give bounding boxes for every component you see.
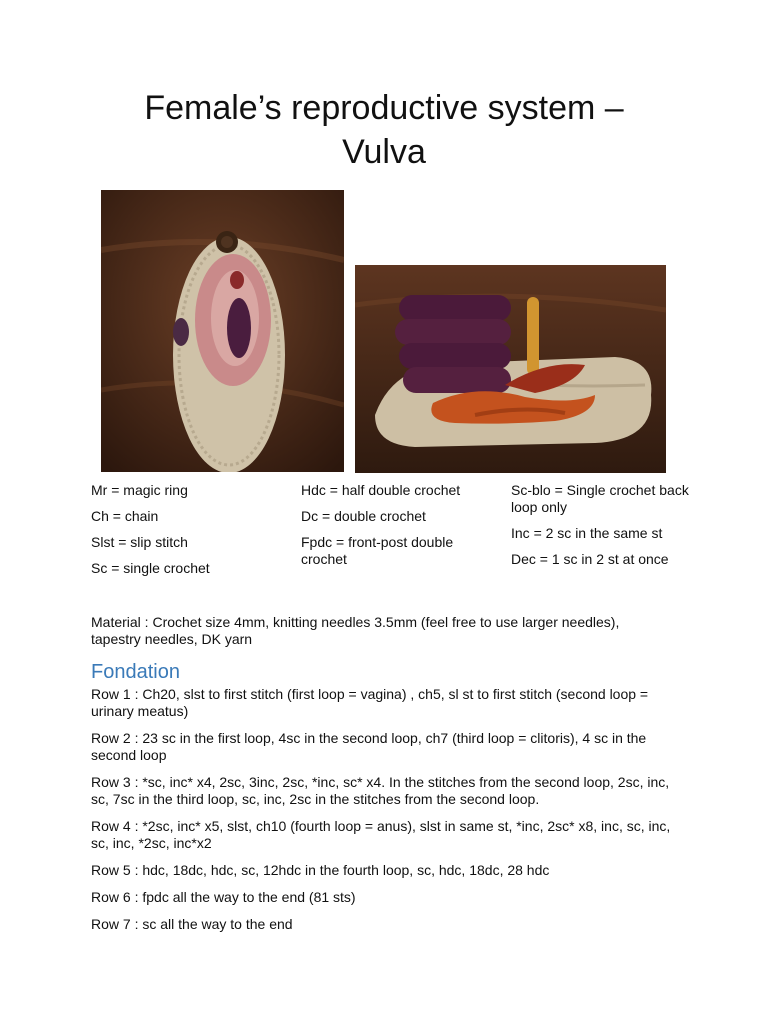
abbreviation-item: Mr = magic ring [91,482,188,498]
pattern-row: Row 6 : fpdc all the way to the end (81 sts) [91,889,356,905]
photo-crochet-top-view [101,190,344,472]
abbreviations-column-3 [511,482,691,577]
section-heading: Fondation [91,661,180,683]
abbreviation-item: Dec = 1 sc in 2 st at once [511,551,669,567]
abbreviation-item: Fpdc = front-post double crochet [301,534,454,567]
pattern-rows [91,686,671,943]
abbreviation-item: Dc = double crochet [301,508,426,524]
abbreviations-column-1 [91,482,291,586]
abbreviation-item: Sc-blo = Single crochet back loop only [511,482,689,515]
pattern-row: Row 5 : hdc, 18dc, hdc, sc, 12hdc in the fourth loop, sc, hdc, 18dc, 28 hdc [91,862,550,878]
abbreviation-item: Hdc = half double crochet [301,482,461,498]
material-list: Material : Crochet size 4mm, knitting needles 3.5mm (feel free to use larger needles), tapestry needles, DK yarn [91,614,620,647]
abbreviation-item: Slst = slip stitch [91,534,188,550]
abbreviation-item: Sc = single crochet [91,560,210,576]
pattern-row: Row 4 : *2sc, inc* x5, slst, ch10 (fourth loop = anus), slst in same st, *inc, 2sc* x8, inc, sc, inc, sc, inc, *2sc, inc*x2 [91,818,671,851]
pattern-row: Row 7 : sc all the way to the end [91,916,293,932]
photo-crochet-side-view [355,265,666,473]
pattern-row: Row 2 : 23 sc in the first loop, 4sc in the second loop, ch7 (third loop = clitoris), 4 sc in the second loop [91,730,647,763]
abbreviation-item: Inc = 2 sc in the same st [511,525,663,541]
pattern-row: Row 3 : *sc, inc* x4, 2sc, 3inc, 2sc, *inc, sc* x4. In the stitches from the second loop, 2sc, inc, sc, 7sc in the third loop, sc, inc, 2sc in the stitches from the second loop. [91,774,670,807]
pattern-row: Row 1 : Ch20, slst to first stitch (first loop = vagina) , ch5, sl st to first stitch (second loop = urinary meatus) [91,686,649,719]
abbreviation-item: Ch = chain [91,508,159,524]
abbreviations-column-2 [301,482,501,577]
page-title: Female’s reproductive system – Vulva [144,89,624,172]
